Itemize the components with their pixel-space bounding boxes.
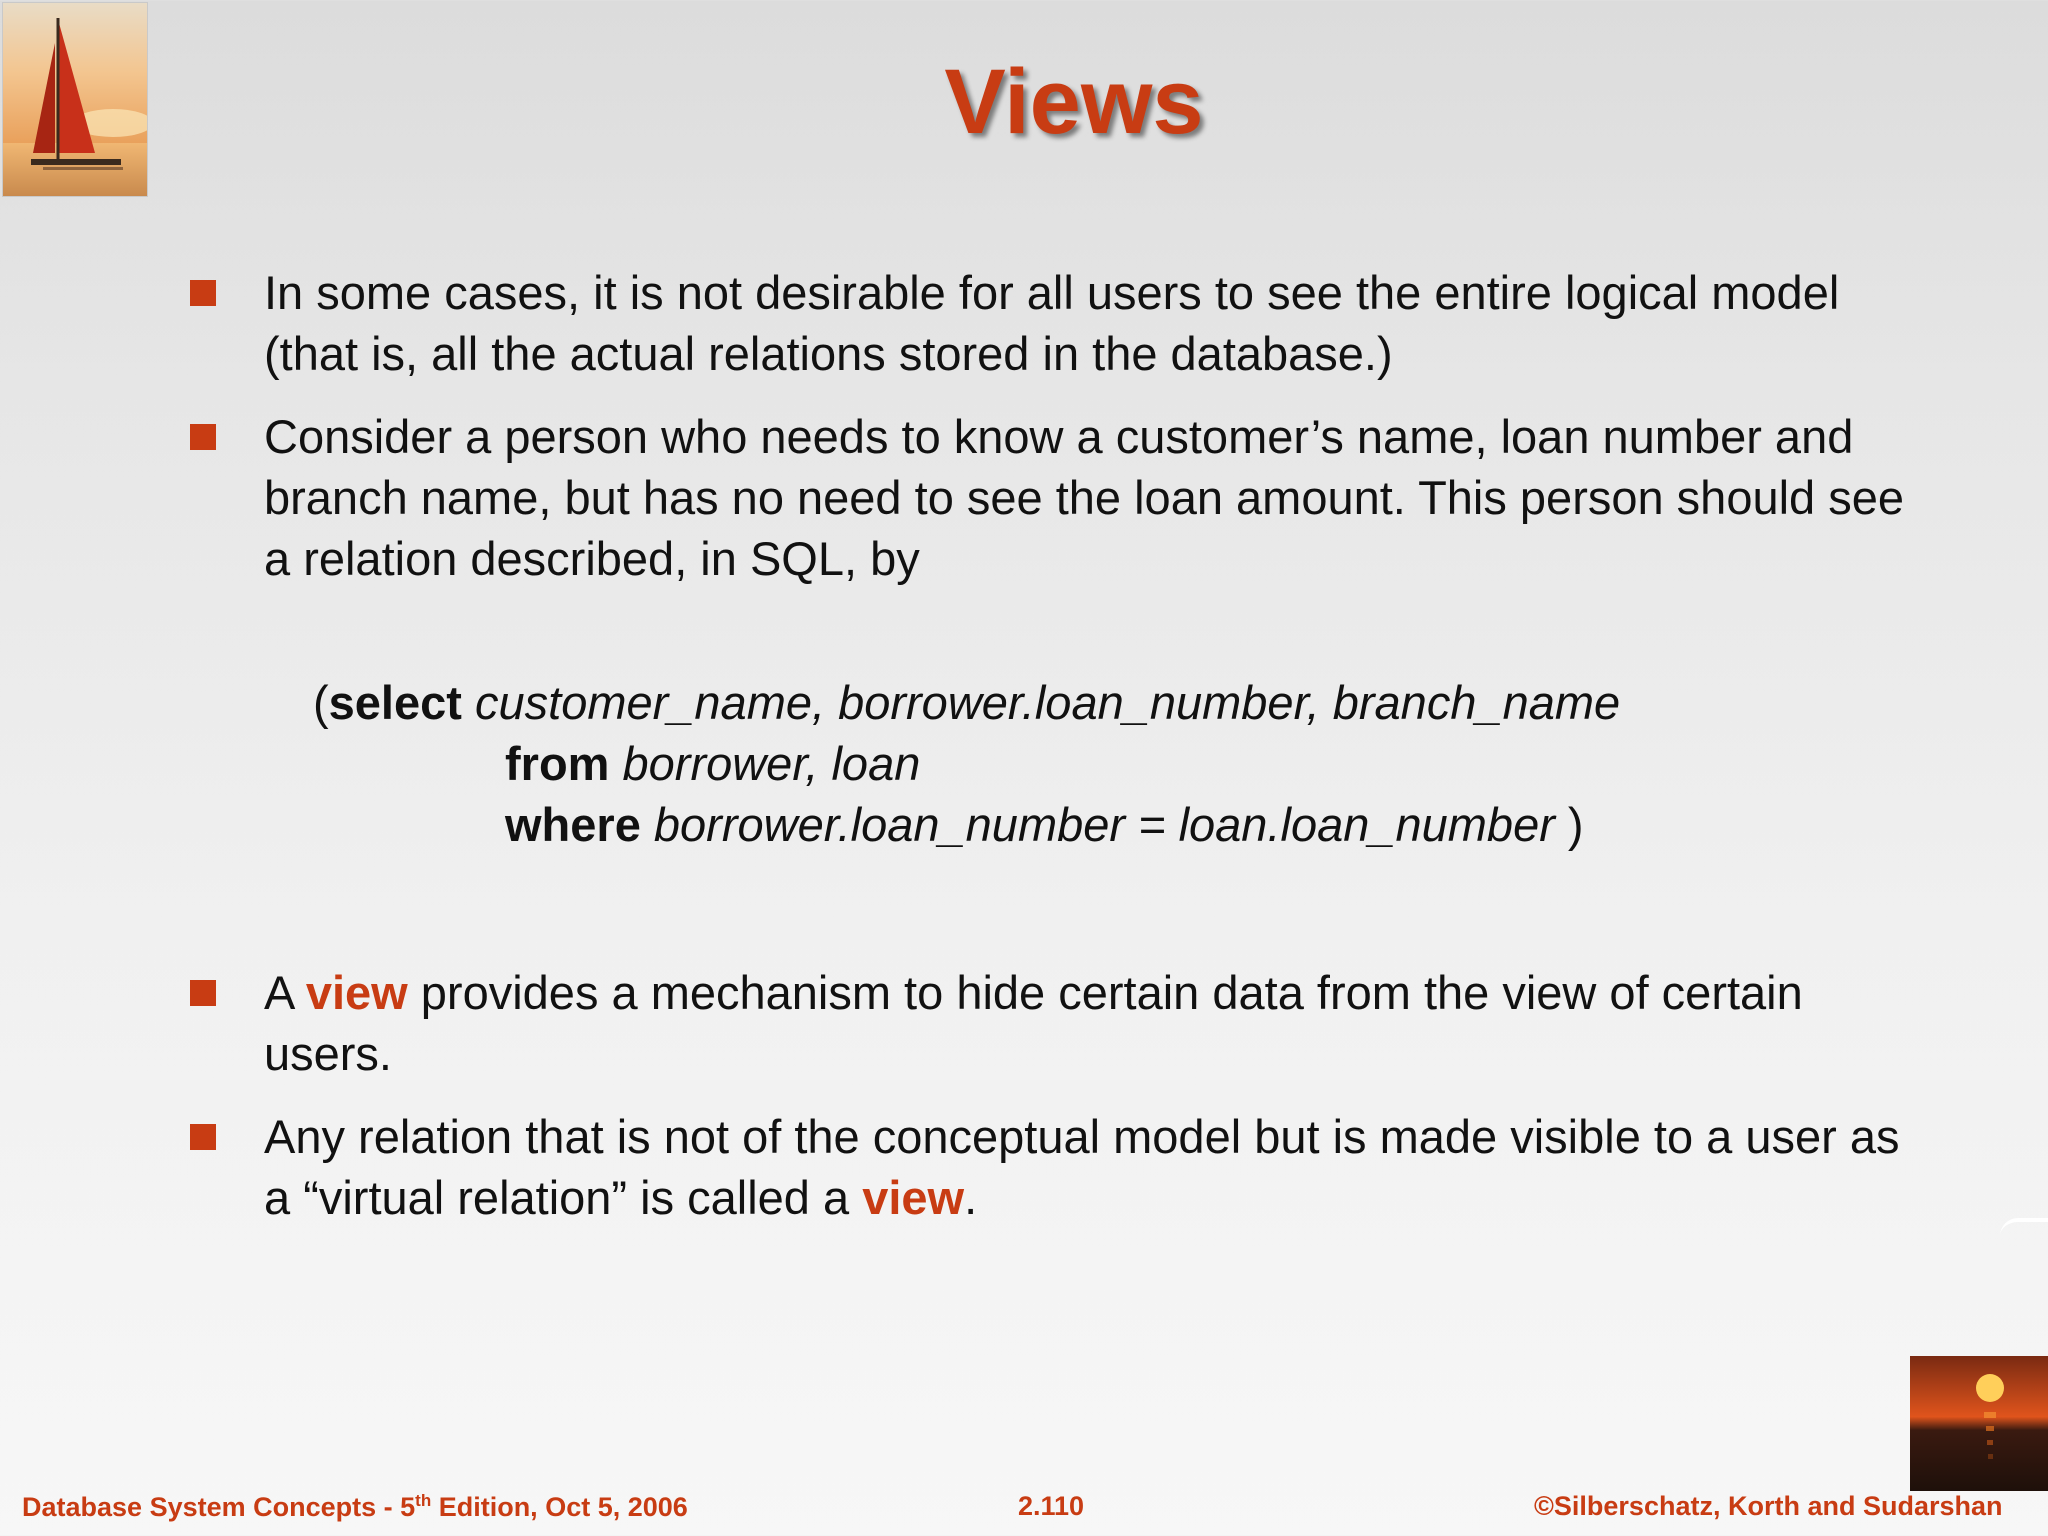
square-bullet-icon — [190, 980, 216, 1006]
sql-from-line — [505, 733, 920, 794]
sql-where-keyword: where — [505, 798, 641, 851]
square-bullet-icon — [190, 280, 216, 306]
footer-copyright: ©Silberschatz, Korth and Sudarshan — [1534, 1491, 2003, 1521]
bullet-text — [264, 1106, 1914, 1228]
bullet-suffix: . — [964, 1171, 978, 1224]
sql-select-keyword: select — [328, 676, 462, 729]
sql-select-columns: customer_name, borrower.loan_number, branch_name — [461, 676, 1621, 729]
decorative-arc — [2000, 1218, 2048, 1236]
bullet-text: Consider a person who needs to know a customer’s name, loan number and branch name, but has no need to see the loan amount. This person should see a relation described, in SQL, by — [264, 410, 1905, 585]
view-keyword: view — [305, 966, 408, 1019]
bullet-prefix: A — [264, 966, 306, 1019]
sql-where-line — [505, 794, 1584, 855]
sql-from-tables: borrower, loan — [609, 737, 921, 790]
bullet-prefix: Any relation that is not of the conceptual model but is made visible to a user as a “virtual relation” is called a — [264, 1110, 1900, 1224]
sql-select-line — [313, 672, 1620, 733]
square-bullet-icon — [190, 1124, 216, 1150]
bullet-suffix: provides a mechanism to hide certain data from the view of certain users. — [264, 966, 1803, 1080]
footer-book-info — [22, 1491, 688, 1523]
sunset-logo-icon — [1910, 1356, 2048, 1491]
footer-page-number: 2.110 — [1018, 1491, 1085, 1521]
footer-book-date: Edition, Oct 5, 2006 — [431, 1492, 688, 1522]
square-bullet-icon — [190, 424, 216, 450]
footer-book-sup: th — [415, 1491, 432, 1510]
footer-book-title: Database System Concepts - 5 — [22, 1492, 416, 1522]
bullet-text — [264, 962, 1914, 1084]
view-keyword: view — [862, 1171, 965, 1224]
slide-title: Views — [944, 51, 1204, 153]
sql-open-paren: ( — [313, 676, 329, 729]
sql-close-paren: ) — [1554, 798, 1584, 851]
sql-from-keyword: from — [505, 737, 610, 790]
sql-where-condition: borrower.loan_number = loan.loan_number — [640, 798, 1555, 851]
bullet-text: In some cases, it is not desirable for all users to see the entire logical model (that is, all the actual relations stored in the database.) — [264, 266, 1840, 380]
